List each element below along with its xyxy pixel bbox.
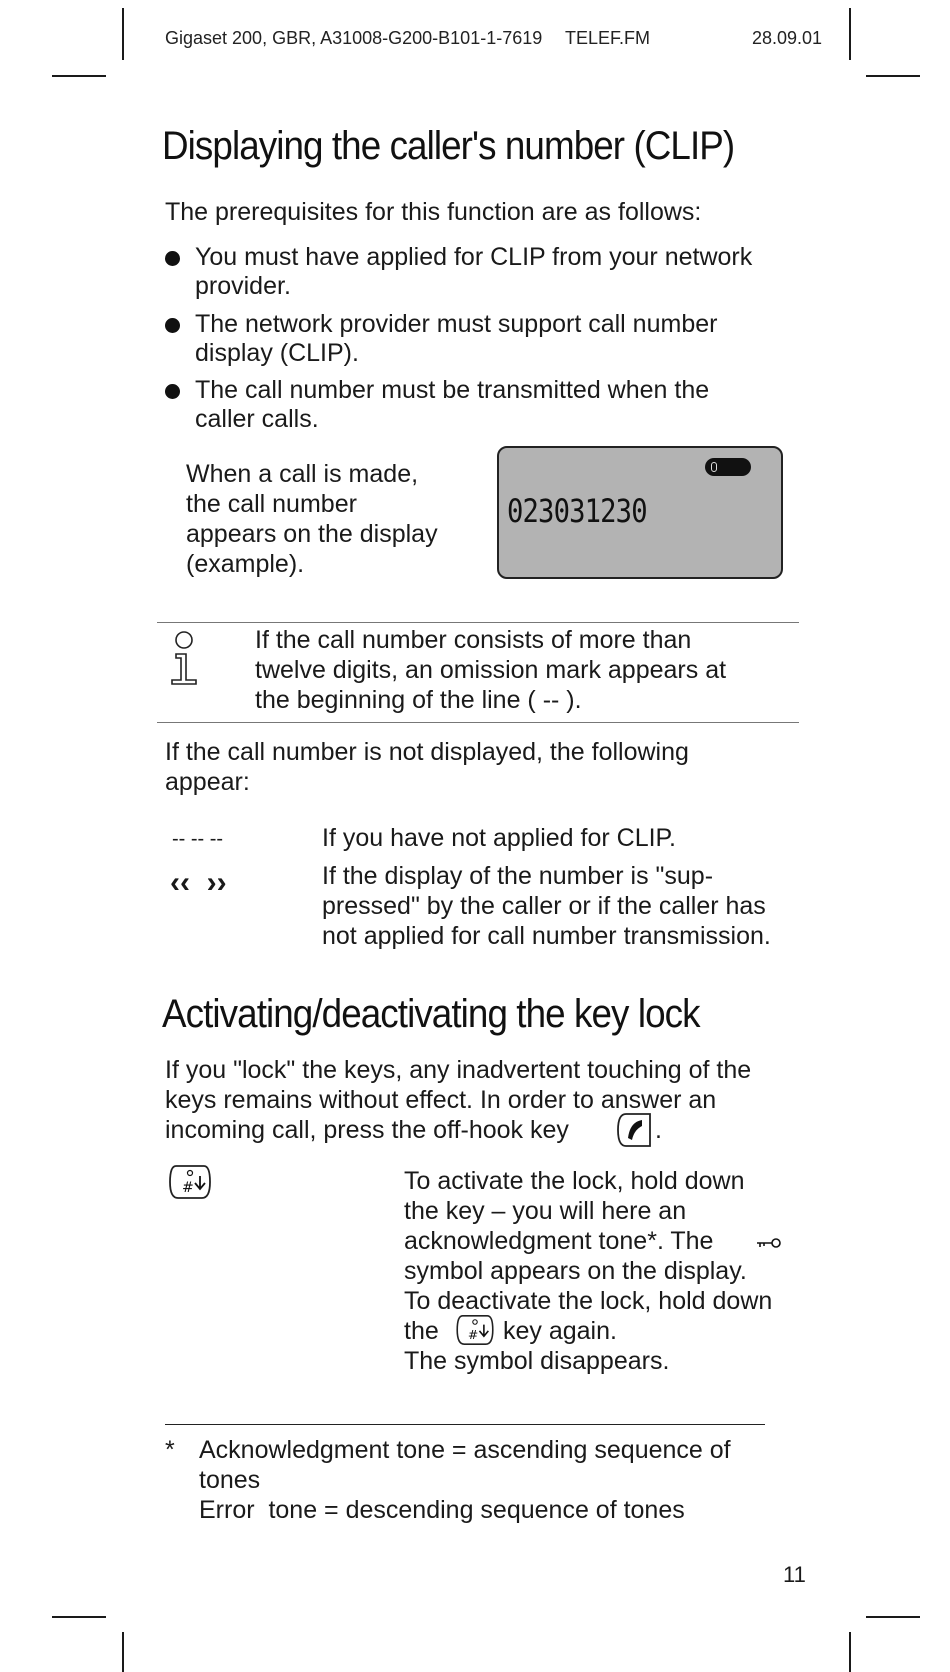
example-line-2: the call number <box>186 490 357 518</box>
footnote-divider <box>165 1424 765 1425</box>
crop-mark <box>866 1616 920 1618</box>
info-note-line-3: the beginning of the line ( -- ). <box>255 686 582 714</box>
svg-text:#: # <box>467 1326 479 1342</box>
crop-mark <box>866 75 920 77</box>
prerequisite-3-line-2: caller calls. <box>195 405 319 433</box>
keylock-intro-line-2: keys remains without effect. In order to answer an <box>165 1086 717 1114</box>
header-date: 28.09.01 <box>752 28 823 48</box>
hash-key-icon <box>168 1164 212 1200</box>
handset-display <box>497 446 783 579</box>
not-displayed-intro-line-1: If the call number is not displayed, the following <box>165 738 689 766</box>
svg-text:#: # <box>182 1180 194 1196</box>
hash-key-icon <box>455 1314 495 1346</box>
example-line-3: appears on the display <box>186 520 438 548</box>
bullet-dot <box>165 251 180 266</box>
footnote-line-3: Error tone = descending sequence of tones <box>199 1496 685 1524</box>
keylock-intro-line-3: incoming call, press the off-hook key <box>165 1116 569 1144</box>
bullet-dot <box>165 384 180 399</box>
case-2-symbol: ‹‹ ›› <box>170 866 227 899</box>
crop-mark <box>122 1632 124 1672</box>
info-note-line-1: If the call number consists of more than <box>255 626 692 654</box>
clip-intro: The prerequisites for this function are as follows: <box>165 198 702 226</box>
case-2-line-3: not applied for call number transmission. <box>322 922 771 950</box>
example-line-4: (example). <box>186 550 305 578</box>
keylock-line-3: acknowledgment tone*. The <box>404 1227 714 1255</box>
divider <box>157 622 799 623</box>
case-1-text: If you have not applied for CLIP. <box>322 824 676 852</box>
crop-mark <box>849 1632 851 1672</box>
keylock-line-5: To deactivate the lock, hold down <box>404 1287 773 1315</box>
header-file: TELEF.FM <box>565 28 651 48</box>
keylock-line-1: To activate the lock, hold down <box>404 1167 745 1195</box>
keylock-line-7: The symbol disappears. <box>404 1347 670 1375</box>
footnote-line-1: Acknowledgment tone = ascending sequence of <box>199 1436 731 1464</box>
crop-mark <box>52 75 106 77</box>
prerequisite-2-line-1: The network provider must support call number <box>195 310 718 338</box>
keylock-line-6b: key again. <box>503 1317 617 1345</box>
prerequisite-2-line-2: display (CLIP). <box>195 339 359 367</box>
crop-mark <box>122 8 124 60</box>
case-1-symbol: -- -- -- <box>172 828 224 850</box>
clip-heading: Displaying the caller's number (CLIP) <box>162 124 735 168</box>
info-note-line-2: twelve digits, an omission mark appears at <box>255 656 727 684</box>
footnote-line-2: tones <box>199 1466 261 1494</box>
keylock-intro-end: . <box>655 1116 662 1144</box>
display-number: 023031230 <box>507 492 647 530</box>
header-doc-id: Gigaset 200, GBR, A31008-G200-B101-1-7619 <box>165 28 543 48</box>
keylock-line-4: symbol appears on the display. <box>404 1257 747 1285</box>
info-icon <box>168 630 202 686</box>
phone-handset-icon <box>616 1112 654 1148</box>
keylock-heading: Activating/deactivating the key lock <box>162 992 700 1036</box>
bullet-dot <box>165 318 180 333</box>
prerequisite-1-line-1: You must have applied for CLIP from your network <box>195 243 753 271</box>
not-displayed-intro-line-2: appear: <box>165 768 250 796</box>
keylock-intro-line-1: If you "lock" the keys, any inadvertent touching of the <box>165 1056 752 1084</box>
prerequisite-1-line-2: provider. <box>195 272 291 300</box>
footnote-marker: * <box>165 1436 175 1464</box>
keylock-line-6a: the <box>404 1317 439 1345</box>
prerequisite-3-line-1: The call number must be transmitted when the <box>195 376 710 404</box>
battery-icon <box>705 458 751 476</box>
divider <box>157 722 799 723</box>
case-2-line-2: pressed" by the caller or if the caller has <box>322 892 766 920</box>
page-number: 11 <box>783 1562 806 1587</box>
keylock-line-2: the key – you will here an <box>404 1197 687 1225</box>
crop-mark <box>849 8 851 60</box>
case-2-line-1: If the display of the number is "sup- <box>322 862 714 890</box>
key-icon <box>755 1236 783 1250</box>
example-line-1: When a call is made, <box>186 460 419 488</box>
crop-mark <box>52 1616 106 1618</box>
